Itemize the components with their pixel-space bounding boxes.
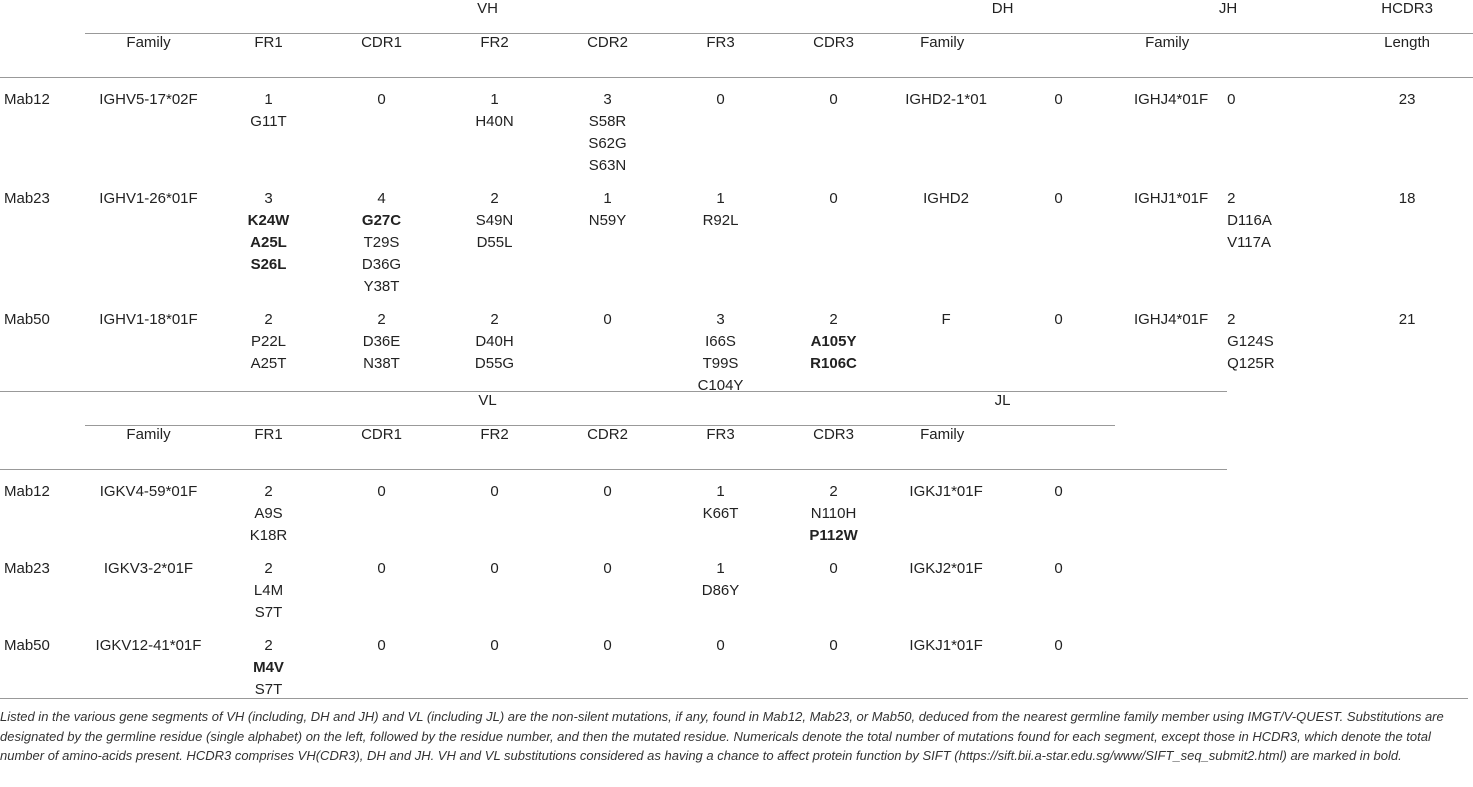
dh-family: F (941, 311, 951, 328)
mutation-count: 1 (264, 91, 273, 108)
dh-count: 0 (1054, 190, 1063, 207)
vh-cdr1-header: CDR1 (325, 34, 438, 78)
jh-cell (1227, 298, 1341, 397)
vh-cdr2-cell (551, 298, 664, 397)
vl-cdr1-cell (325, 624, 438, 701)
antibody-name: Mab23 (4, 560, 50, 577)
vl-fr2-cell (438, 547, 551, 624)
jh-group-header: JH (1115, 0, 1341, 34)
hcdr3-length: 18 (1398, 190, 1416, 207)
vh-fr1-cell (212, 177, 325, 298)
vh-fr3-cell (664, 78, 777, 178)
jl-family: IGKJ1*01F (909, 483, 983, 500)
jh-cell (1227, 78, 1341, 178)
substitution: G124S (1227, 333, 1274, 350)
vh-group-header: VH (85, 0, 890, 34)
substitution: S7T (254, 681, 283, 698)
jh-family: IGHJ4*01F (1133, 311, 1209, 328)
substitution: P112W (809, 527, 858, 544)
jl-family-header: Family (890, 426, 1002, 470)
mutation-count: 4 (377, 190, 386, 207)
mutation-count: 0 (829, 190, 838, 207)
mutation-count: 0 (829, 91, 838, 108)
vl-fr2-header: FR2 (438, 426, 551, 470)
hcdr3-length: 21 (1398, 311, 1416, 328)
vl-fr1-cell (212, 624, 325, 701)
mutation-count: 2 (829, 483, 838, 500)
jh-family: IGHJ4*01F (1133, 91, 1209, 108)
substitution: K24W (247, 212, 290, 229)
vh-cdr3-cell (777, 177, 890, 298)
mutation-count: 2 (490, 311, 499, 328)
substitution: L4M (253, 582, 284, 599)
vh-fr1-cell (212, 298, 325, 397)
substitution: C104Y (697, 377, 744, 394)
dh-family: IGHD2-1*01 (905, 91, 987, 108)
mutation-count: 2 (377, 311, 386, 328)
vl-cdr2-cell (551, 547, 664, 624)
mutation-count: 2 (829, 311, 838, 328)
vl-family-header: Family (85, 426, 212, 470)
substitution: G11T (250, 113, 287, 130)
jl-count: 0 (1054, 483, 1063, 500)
vh-fr2-cell (438, 78, 551, 178)
hcdr3-length: 23 (1398, 91, 1416, 108)
empty-cell (1341, 547, 1473, 624)
vh-cdr3-cell (777, 78, 890, 178)
mutation-count: 2 (1227, 311, 1236, 328)
substitution: D36E (362, 333, 401, 350)
vh-family: IGHV1-26*01F (99, 190, 198, 207)
mutation-count: 2 (264, 483, 273, 500)
mutation-count: 0 (490, 560, 499, 577)
mutation-count: 0 (603, 483, 612, 500)
empty-cell (1227, 624, 1341, 701)
hcdr3-group-header: HCDR3 (1341, 0, 1473, 34)
vl-fr3-cell (664, 470, 777, 548)
vl-fr1-header: FR1 (212, 426, 325, 470)
mutation-count: 2 (264, 637, 273, 654)
table-row (0, 78, 1473, 178)
mutation-count: 3 (716, 311, 725, 328)
vl-fr1-cell (212, 470, 325, 548)
substitution: D116A (1227, 212, 1272, 229)
substitution: A9S (254, 505, 283, 522)
antibody-name: Mab12 (4, 483, 50, 500)
vl-cdr2-cell (551, 624, 664, 701)
vh-cdr3-cell (777, 298, 890, 397)
dh-count: 0 (1054, 91, 1063, 108)
vl-fr3-cell (664, 624, 777, 701)
substitution: S62G (588, 135, 627, 152)
substitution: D36G (361, 256, 402, 273)
table-row (0, 624, 1473, 701)
substitution: T99S (702, 355, 739, 372)
jh-family-header: Family (1115, 34, 1227, 78)
vl-group-header: VL (85, 392, 890, 426)
vl-cdr3-cell (777, 624, 890, 701)
mutation-count: 1 (603, 190, 612, 207)
mutation-count: 0 (377, 483, 386, 500)
empty-cell (1115, 624, 1227, 701)
vh-cdr1-cell (325, 298, 438, 397)
jl-family: IGKJ2*01F (909, 560, 983, 577)
vl-cdr1-cell (325, 547, 438, 624)
vl-fr2-cell (438, 470, 551, 548)
mutation-count: 0 (377, 560, 386, 577)
dh-group-header: DH (890, 0, 1115, 34)
substitution: G27C (361, 212, 402, 229)
mutation-count: 3 (603, 91, 612, 108)
vl-family: IGKV12-41*01F (95, 637, 202, 654)
substitution: V117A (1227, 234, 1272, 251)
substitution: N110H (810, 505, 857, 522)
antibody-name: Mab50 (4, 637, 50, 654)
jl-count: 0 (1054, 560, 1063, 577)
substitution: D55G (474, 355, 515, 372)
mutation-count: 2 (264, 560, 273, 577)
substitution: T29S (363, 234, 400, 251)
mutation-count: 0 (377, 91, 386, 108)
substitution: N59Y (588, 212, 627, 229)
substitution: R106C (810, 355, 857, 372)
empty-cell (1115, 547, 1227, 624)
vh-cdr2-cell (551, 78, 664, 178)
empty-cell (1227, 470, 1341, 548)
substitution: N38T (363, 355, 400, 372)
vh-family: IGHV1-18*01F (99, 311, 198, 328)
vh-family: IGHV5-17*02F (99, 91, 198, 108)
vh-cdr3-header: CDR3 (777, 34, 890, 78)
vh-cdr1-cell (325, 177, 438, 298)
mutation-count: 0 (377, 637, 386, 654)
vl-fr3-cell (664, 547, 777, 624)
hcdr3-length-header: Length (1341, 34, 1473, 78)
table-row (0, 298, 1473, 397)
substitution: D86Y (701, 582, 740, 599)
substitution: S7T (254, 604, 283, 621)
jl-count: 0 (1054, 637, 1063, 654)
mutation-count: 1 (716, 560, 725, 577)
table-row (0, 470, 1473, 548)
mutation-count: 1 (716, 483, 725, 500)
dh-family: IGHD2 (923, 190, 969, 207)
table-caption: Listed in the various gene segments of VH (including, DH and JH) and VL (including JL) are the non-silent mutations, if any, found in Mab12, Mab23, or Mab50, deduced from the nearest germline family member using IMGT/V-QUEST. Substitutions are designated by the germline residue (single alphabet) on the left, followed by the residue number, and then the mutated residue. Numericals denote the total number of mutations found for each segment, except those in HCDR3, which denote the total number of amino-acids present. HCDR3 comprises VH(CDR3), DH and JH. VH and VL substitutions considered as having a chance to affect protein function by SIFT (https://sift.bii.a-star.edu.sg/www/SIFT_seq_submit2.html) are marked in bold. (0, 698, 1468, 766)
empty-cell (1341, 624, 1473, 701)
mutation-count: 0 (1227, 91, 1236, 108)
vh-family-header: Family (85, 34, 212, 78)
substitution: S63N (588, 157, 627, 174)
substitution: I66S (705, 333, 736, 350)
vh-fr3-header: FR3 (664, 34, 777, 78)
vh-fr2-cell (438, 177, 551, 298)
vl-fr1-cell (212, 547, 325, 624)
antibody-name: Mab12 (4, 91, 50, 108)
vl-cdr1-header: CDR1 (325, 426, 438, 470)
table-row (0, 177, 1473, 298)
substitution: P22L (250, 333, 287, 350)
mutation-count: 0 (603, 560, 612, 577)
vh-fr1-cell (212, 78, 325, 178)
empty-cell (1227, 547, 1341, 624)
mutation-count: 0 (829, 560, 838, 577)
substitution: Q125R (1227, 355, 1275, 372)
antibody-name: Mab50 (4, 311, 50, 328)
mutation-count: 1 (490, 91, 499, 108)
vl-family: IGKV4-59*01F (99, 483, 198, 500)
mutation-count: 0 (829, 637, 838, 654)
mutation-count: 0 (716, 637, 725, 654)
substitution: A105Y (810, 333, 857, 350)
light-chain-table (0, 391, 1473, 701)
substitution: A25T (250, 355, 287, 372)
substitution: S49N (475, 212, 514, 229)
mutation-count: 0 (716, 91, 725, 108)
vl-cdr1-cell (325, 470, 438, 548)
mutation-count: 0 (490, 483, 499, 500)
jh-family: IGHJ1*01F (1133, 190, 1209, 207)
substitution: D55L (476, 234, 513, 251)
vh-cdr2-header: CDR2 (551, 34, 664, 78)
vh-fr3-cell (664, 177, 777, 298)
substitution: M4V (253, 659, 284, 676)
mutation-count: 2 (1227, 190, 1236, 207)
vl-cdr3-cell (777, 470, 890, 548)
vh-fr3-cell (664, 298, 777, 397)
jl-family: IGKJ1*01F (909, 637, 983, 654)
substitution: R92L (702, 212, 739, 229)
vh-cdr2-cell (551, 177, 664, 298)
vl-family: IGKV3-2*01F (103, 560, 194, 577)
jl-group-header: JL (890, 392, 1115, 426)
vl-cdr3-header: CDR3 (777, 426, 890, 470)
vh-fr1-header: FR1 (212, 34, 325, 78)
dh-family-header: Family (890, 34, 1002, 78)
empty-cell (1341, 470, 1473, 548)
vl-fr2-cell (438, 624, 551, 701)
mutation-count: 1 (716, 190, 725, 207)
substitution: H40N (475, 113, 514, 130)
vl-cdr2-header: CDR2 (551, 426, 664, 470)
vl-cdr3-cell (777, 547, 890, 624)
vh-fr2-cell (438, 298, 551, 397)
mutation-count: 2 (264, 311, 273, 328)
vl-cdr2-cell (551, 470, 664, 548)
substitution: S58R (588, 113, 627, 130)
table-row (0, 547, 1473, 624)
substitution: D40H (475, 333, 514, 350)
substitution: K18R (249, 527, 288, 544)
mutation-count: 3 (264, 190, 273, 207)
vh-fr2-header: FR2 (438, 34, 551, 78)
substitution: K66T (702, 505, 739, 522)
mutation-count: 2 (490, 190, 499, 207)
vl-fr3-header: FR3 (664, 426, 777, 470)
mutation-count: 0 (603, 311, 612, 328)
substitution: S26L (250, 256, 287, 273)
mutation-count: 0 (490, 637, 499, 654)
dh-count: 0 (1054, 311, 1063, 328)
mutation-count: 0 (603, 637, 612, 654)
substitution: Y38T (363, 278, 400, 295)
empty-cell (1115, 470, 1227, 548)
vh-cdr1-cell (325, 78, 438, 178)
jh-cell (1227, 177, 1341, 298)
antibody-name: Mab23 (4, 190, 50, 207)
substitution: A25L (250, 234, 287, 251)
